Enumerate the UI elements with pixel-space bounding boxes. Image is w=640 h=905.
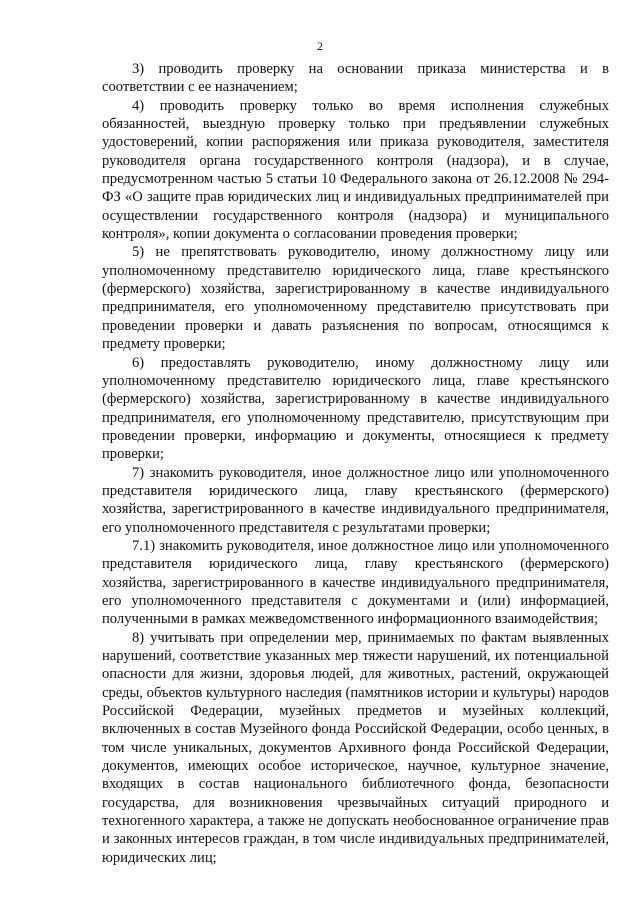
paragraph-item-7-1: 7.1) знакомить руководителя, иное должностное лицо или уполномоченного представителя юридического лица, главу крестьянского (фермерского) хозяйства, зарегистрированного в качестве индивидуального предпринимателя, его уполномоченного представителя с документами и (или) информацией, полученными в рамках межведомственного информационного взаимодействия; <box>102 537 609 628</box>
page-number: 2 <box>317 39 323 53</box>
paragraph-item-8: 8) учитывать при определении мер, принимаемых по фактам выявленных нарушений, соответствие указанных мер тяжести нарушений, их потенциальной опасности для жизни, здоровья людей, для животных, растений, окружающей среды, объектов культурного наследия (памятников истории и культуры) народов Российской Федерации, музейных предметов и музейных коллекций, включенных в состав Музейного фонда Российской Федерации, особо ценных, в том числе уникальных, документов Архивного фонда Российской Федерации, документов, имеющих особое историческое, научное, культурное значение, входящих в состав национального библиотечного фонда, безопасности государства, для возникновения чрезвычайных ситуаций природного и техногенного характера, а также не допускать необоснованное ограничение прав и законных интересов граждан, в том числе индивидуальных предпринимателей, юридических лиц; <box>102 629 609 866</box>
document-body <box>102 60 609 867</box>
paragraph-item-7: 7) знакомить руководителя, иное должностное лицо или уполномоченного представителя юридического лица, главу крестьянского (фермерского) хозяйства, зарегистрированного в качестве индивидуального предпринимателя, его уполномоченного представителя с результатами проверки; <box>102 464 609 536</box>
paragraph-item-4: 4) проводить проверку только во время исполнения служебных обязанностей, выездную проверку только при предъявлении служебных удостоверений, копии распоряжения или приказа руководителя, заместителя руководителя органа государственного контроля (надзора), и в случае, предусмотренном частью 5 статьи 10 Федерального закона от 26.12.2008 № 294-ФЗ «О защите прав юридических лиц и индивидуальных предпринимателей при осуществлении государственного контроля (надзора) и муниципального контроля», копии документа о согласовании проведения проверки; <box>102 97 609 243</box>
paragraph-item-6: 6) предоставлять руководителю, иному должностному лицу или уполномоченному представителю юридического лица, главе крестьянского (фермерского) хозяйства, зарегистрированному в качестве индивидуального предпринимателя, его уполномоченному представителю, присутствующим при проведении проверки, информацию и документы, относящиеся к предмету проверки; <box>102 354 609 463</box>
paragraph-item-3: 3) проводить проверку на основании приказа министерства и в соответствии с ее назначением; <box>102 61 609 96</box>
paragraph-item-5: 5) не препятствовать руководителю, иному должностному лицу или уполномоченному представителю юридического лица, главе крестьянского (фермерского) хозяйства, зарегистрированному в качестве индивидуального предпринимателя, его уполномоченному представителю присутствовать при проведении проверки и давать разъяснения по вопросам, относящимся к предмету проверки; <box>102 244 609 353</box>
